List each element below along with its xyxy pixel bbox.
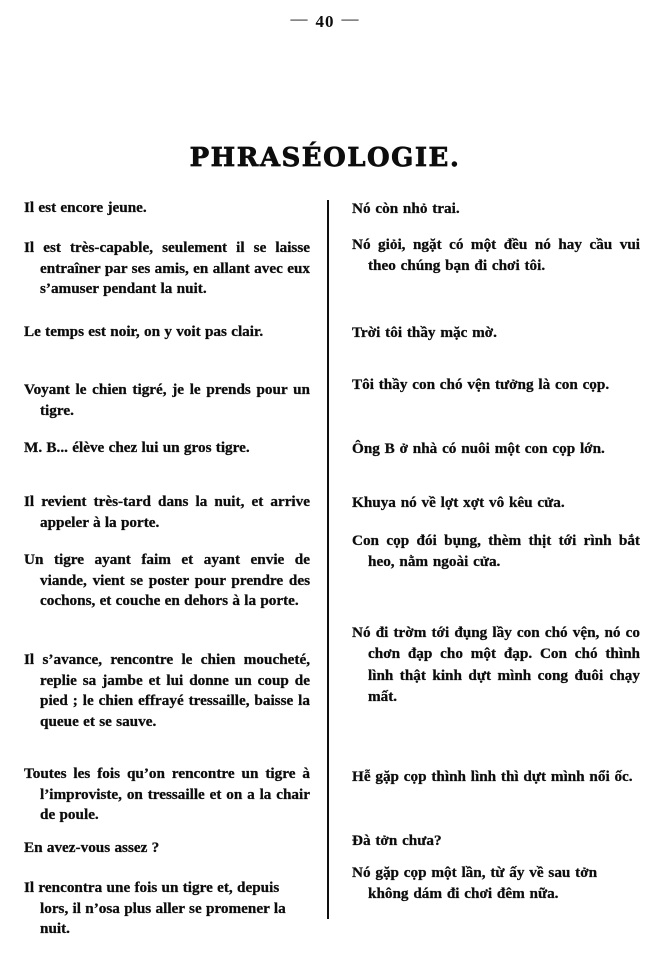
- vietnamese-entry: Hễ gặp cọp thình lình thì dựt mình nổi ốc.: [352, 768, 633, 785]
- vietnamese-entry: Nó gặp cọp một lần, từ ấy về sau tởn không dám đi chơi đêm nữa.: [352, 864, 598, 903]
- vietnamese-entry: Đà tởn chưa?: [352, 832, 442, 849]
- column-divider: [327, 200, 329, 919]
- vietnamese-entry: Trời tôi thầy mặc mờ.: [352, 324, 497, 341]
- french-entry: Il s’avance, rencontre le chien moucheté, replie sa jambe et lui donne un coup de pied ; le chien effrayé tressaille, baisse la queue et se sauve.: [24, 651, 310, 730]
- french-entry: Un tigre ayant faim et ayant envie de viande, vient se poster pour prendre des cochons, et couche en dehors à la porte.: [24, 551, 310, 610]
- french-entry: En avez-vous assez ?: [24, 839, 160, 856]
- vietnamese-entry: Nó còn nhỏ trai.: [352, 200, 460, 217]
- folio-dash-left: —: [290, 9, 309, 28]
- french-entry: Il est encore jeune.: [24, 199, 147, 216]
- french-entry: M. B... élève chez lui un gros tigre.: [24, 439, 250, 456]
- vietnamese-entry: Nó đi trờm tới đụng lầy con chó vện, nó co chơn đạp cho một đạp. Con chó thình lình thật kinh dựt mình cong đuôi chạy mất.: [352, 624, 640, 706]
- french-entry: Le temps est noir, on y voit pas clair.: [24, 323, 264, 340]
- french-entry: Il rencontra une fois un tigre et, depuis lors, il n’osa plus aller se promener la nuit.: [24, 879, 286, 938]
- vietnamese-entry: Con cọp đói bụng, thèm thịt tới rình bắt heo, nằm ngoài cửa.: [352, 532, 640, 571]
- page-title: PHRASÉOLOGIE.: [189, 143, 461, 174]
- french-entry: Toutes les fois qu’on rencontre un tigre à l’improviste, on tressaille et on a la chair de poule.: [24, 765, 310, 824]
- folio-dash-right: —: [341, 9, 360, 28]
- folio-number-value: 40: [315, 12, 335, 31]
- french-entry: Il revient très-tard dans la nuit, et arrive appeler à la porte.: [24, 493, 310, 531]
- page-number: [0, 9, 650, 32]
- french-entry: Il est très-capable, seulement il se laisse entraîner par ses amis, en allant avec eux s’amuser pendant la nuit.: [24, 239, 310, 298]
- french-entry: Voyant le chien tigré, je le prends pour un tigre.: [24, 381, 310, 419]
- vietnamese-entry: Ông B ở nhà có nuôi một con cọp lớn.: [352, 440, 605, 457]
- vietnamese-entry: Nó giỏi, ngặt có một đều nó hay cầu vui theo chúng bạn đi chơi tôi.: [352, 236, 640, 275]
- vietnamese-entry: Tôi thầy con chó vện tưởng là con cọp.: [352, 376, 610, 393]
- vietnamese-entry: Khuya nó về lợt xợt vô kêu cửa.: [352, 494, 565, 511]
